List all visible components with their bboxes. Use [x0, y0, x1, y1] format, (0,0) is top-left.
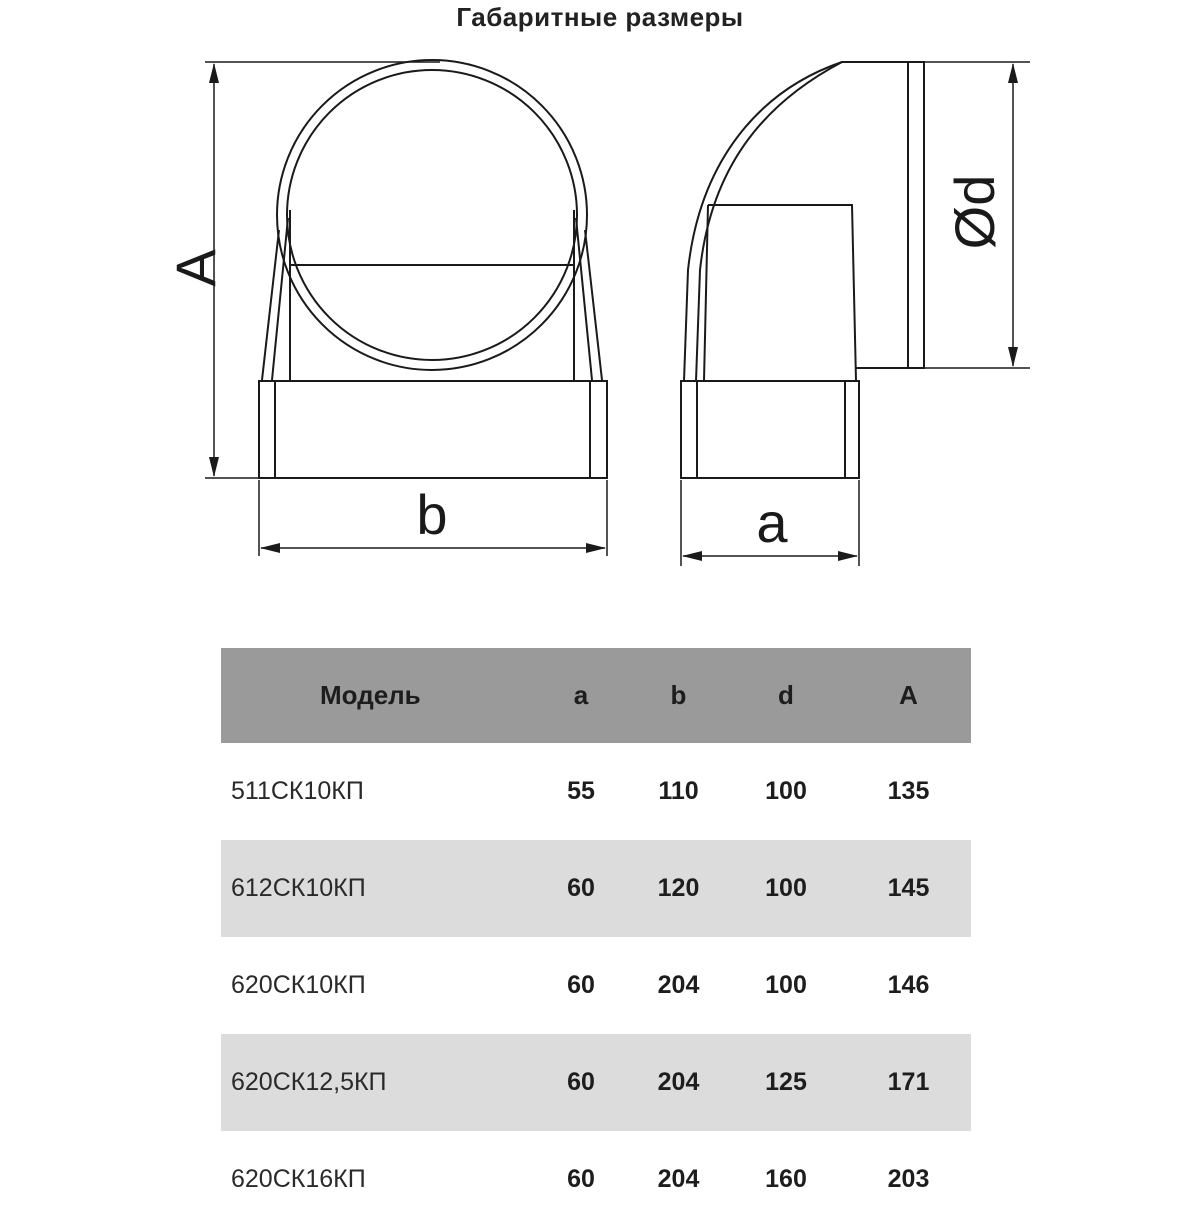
cell-A: 203 — [887, 1165, 930, 1193]
cell-a: 60 — [567, 1068, 595, 1096]
cell-model: 511СК10КП — [231, 777, 364, 805]
column-header-d: d — [778, 680, 794, 710]
cell-b: 204 — [657, 971, 700, 999]
spec-table — [221, 648, 971, 1228]
dimension-a-label: a — [756, 491, 788, 554]
dimension-d-label: Ød — [943, 174, 1006, 250]
cell-A: 171 — [887, 1068, 930, 1096]
cell-d: 100 — [765, 777, 807, 805]
column-header-b: b — [670, 680, 687, 710]
column-header-a: a — [573, 680, 589, 710]
cell-b: 110 — [658, 777, 699, 805]
table-header-row — [221, 648, 971, 743]
side-base — [681, 381, 859, 478]
cell-A: 145 — [887, 874, 930, 902]
cell-b: 120 — [657, 874, 700, 902]
cell-A: 146 — [887, 971, 930, 999]
cell-model: 620СК12,5КП — [231, 1068, 387, 1096]
cell-model: 620СК16КП — [231, 1165, 366, 1193]
front-right-sleeve-inner — [585, 230, 602, 380]
cell-model: 612СК10КП — [231, 874, 366, 902]
cell-d: 100 — [765, 971, 807, 999]
column-header-model: Модель — [320, 680, 421, 710]
cell-a: 60 — [567, 1165, 595, 1193]
column-header-A: A — [899, 680, 918, 710]
cell-d: 160 — [765, 1165, 807, 1193]
cell-b: 204 — [657, 1165, 700, 1193]
page-title: Габаритные размеры — [456, 2, 744, 32]
side-elbow-outer — [684, 62, 908, 381]
cell-a: 60 — [567, 874, 595, 902]
cell-d: 125 — [765, 1068, 807, 1096]
dimension-drawing — [0, 40, 1200, 600]
side-elbow-inner — [696, 62, 842, 381]
dimension-A-label: A — [164, 249, 227, 287]
cell-a: 55 — [567, 777, 595, 805]
cell-a: 60 — [567, 971, 595, 999]
table-row — [221, 1131, 971, 1228]
front-left-sleeve-inner — [262, 230, 279, 380]
cell-model: 620СК10КП — [231, 971, 366, 999]
side-inner-top — [708, 205, 856, 381]
cell-A: 135 — [887, 777, 930, 805]
table-row — [221, 1034, 971, 1131]
side-view — [681, 62, 924, 478]
side-flange — [908, 62, 924, 368]
cell-b: 204 — [657, 1068, 700, 1096]
table-row — [221, 743, 971, 840]
front-base — [259, 381, 607, 478]
front-view — [259, 60, 607, 478]
dimension-A — [205, 62, 440, 478]
front-inner-circle — [287, 70, 577, 360]
cell-d: 100 — [765, 874, 807, 902]
table-row — [221, 840, 971, 937]
table-row — [221, 937, 971, 1034]
front-outer-circle — [277, 60, 587, 370]
dimension-b-label: b — [416, 483, 448, 546]
